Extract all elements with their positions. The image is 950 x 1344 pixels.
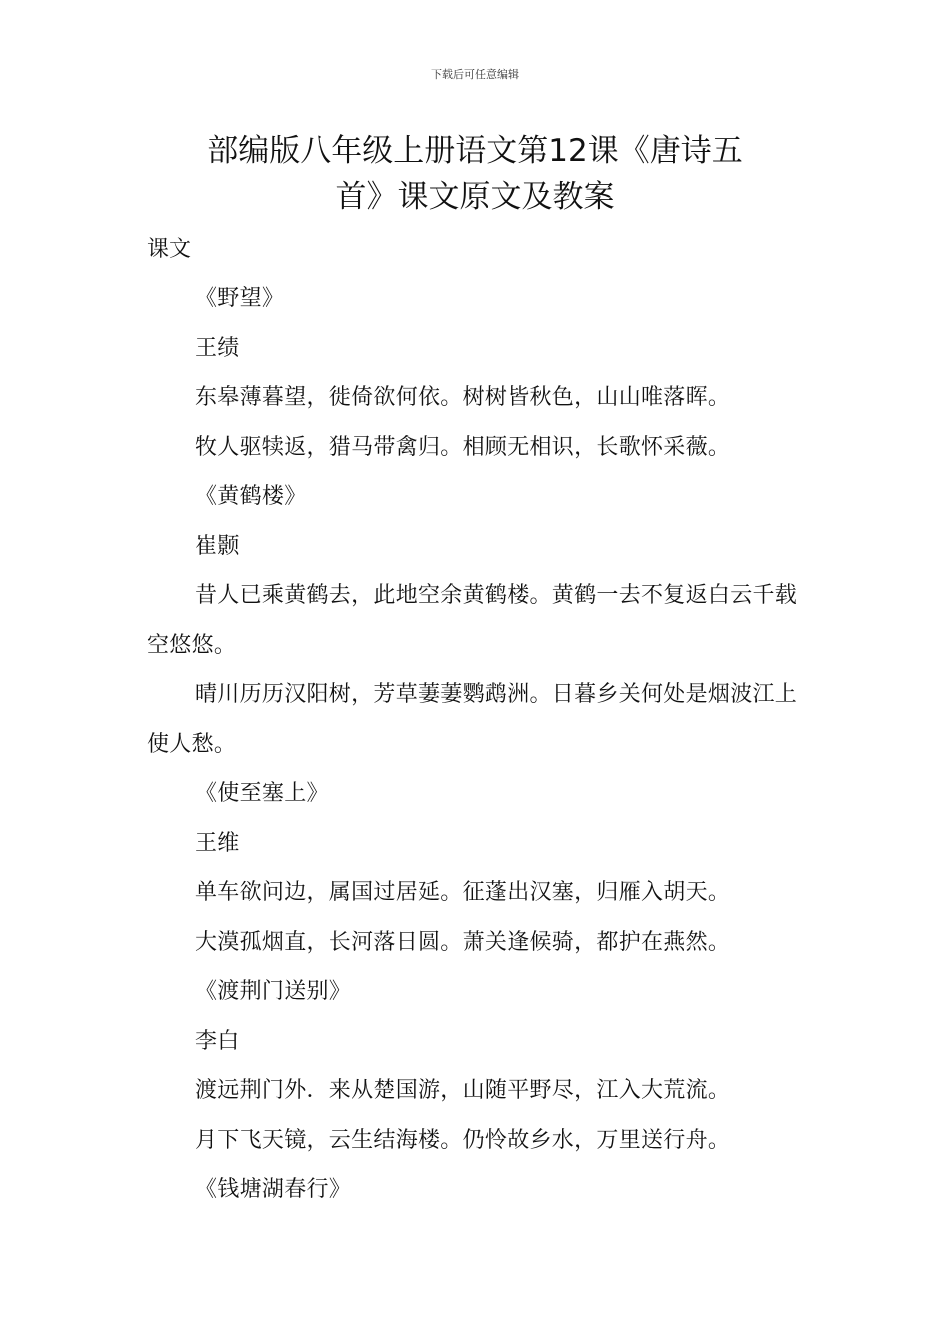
document-title: [140, 128, 810, 220]
poem-author-wangji: 王绩: [195, 335, 240, 361]
poem-line: 大漠孤烟直，长河落日圆。萧关逢候骑，都护在燕然。: [195, 929, 731, 955]
poem-author-cuihao: 崔颢: [195, 533, 240, 559]
poem-author-libai: 李白: [195, 1028, 240, 1054]
poem-line: 晴川历历汉阳树，芳草萋萋鹦鹉洲。日暮乡关何处是烟波江上使人愁。: [147, 682, 798, 757]
poem-line: 渡远荆门外．来从楚国游，山随平野尽，江入大荒流。: [195, 1078, 731, 1103]
poem-title-yewang: 《野望》: [195, 286, 285, 311]
title-line-2: 首》课文原文及教案: [335, 179, 615, 215]
header-note: 下载后可任意编辑: [431, 68, 519, 81]
poem-line: 昔人已乘黄鹤去，此地空余黄鹤楼。黄鹤一去不复返白云千载空悠悠。: [147, 583, 798, 658]
poem-title-shizhisaishang: 《使至塞上》: [195, 781, 329, 806]
title-line-1: 部编版八年级上册语文第12课《唐诗五: [207, 133, 743, 169]
poem-title-dujingmensongbie: 《渡荆门送别》: [195, 979, 352, 1004]
poem-line: 单车欲问边，属国过居延。征蓬出汉塞，归雁入胡天。: [195, 880, 731, 905]
poem-line: 牧人驱犊返，猎马带禽归。相顾无相识，长歌怀采薇。: [195, 434, 731, 460]
poem-line: 月下飞天镜，云生结海楼。仍怜故乡水，万里送行舟。: [195, 1127, 731, 1153]
poem-line: 东皋薄暮望，徙倚欲何依。树树皆秋色，山山唯落晖。: [195, 385, 731, 410]
poem-body: [147, 283, 812, 1224]
section-label: 课文: [147, 237, 192, 262]
poem-author-wangwei: 王维: [195, 830, 240, 856]
poem-title-huanghelou: 《黄鹤楼》: [195, 484, 307, 509]
poem-title-qiantanghuchunxing: 《钱塘湖春行》: [195, 1177, 352, 1202]
